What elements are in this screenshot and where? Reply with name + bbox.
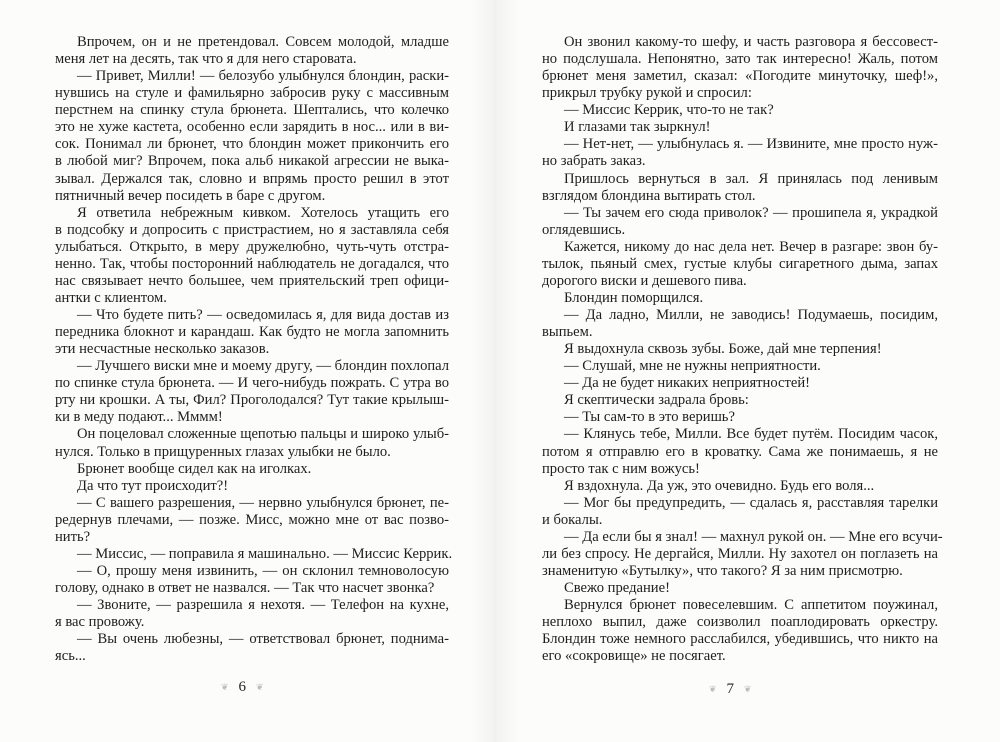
text-line: Он поцеловал сложенные щепотью пальцы и широко улыб- — [77, 426, 449, 443]
text-line: выпьем. — [542, 324, 593, 341]
text-line: — Да не будет никаких неприятностей! — [564, 375, 811, 392]
text-line: зывал. Держался так, словно и впрямь просто решил в этот — [55, 170, 449, 187]
text-line: — Мог бы предупредить, — сдалась я, расставляя тарелки — [564, 494, 938, 511]
text-line: Вернулся брюнет повеселевшим. С аппетитом поужинал, — [564, 597, 938, 614]
text-line: — Миссис Керрик, что-то не так? — [564, 102, 774, 119]
right-page-number — [709, 681, 752, 698]
text-line: в любой миг? Впрочем, пока альб никакой агрессии не выка- — [55, 153, 449, 170]
text-line: ки в меду подают... Мммм! — [55, 409, 223, 426]
text-line: — Ты сам-то в это веришь? — [564, 409, 735, 426]
text-line: — Привет, Милли! — белозубо улыбнулся блондин, раски- — [77, 68, 449, 85]
text-line: Да что тут происходит?! — [77, 477, 229, 494]
text-line: рту ни крошки. А ты, Фил? Проголодался? Тут такие крылыш- — [55, 392, 449, 409]
text-line: ненно. Так, чтобы посторонний наблюдатель не догадался, что — [55, 255, 449, 272]
page-number: 6 — [238, 679, 247, 695]
text-line: Блондин тоже немного расслабился, убедившись, что никто на — [542, 631, 938, 648]
text-line: брюнет меня заметил, сказал: «Погодите минуточку, шеф!», — [542, 68, 938, 85]
text-line: Впрочем, он и не претендовал. Совсем молодой, младше — [77, 34, 449, 50]
text-line: — Миссис, — поправила я машинально. — Миссис Керрик. — [77, 545, 453, 562]
book-spine-fold — [470, 0, 520, 742]
text-line: взглядом блондина вытирать стол. — [542, 187, 756, 204]
page-number: 7 — [726, 681, 735, 697]
text-line: но подслушала. Непонятно, зато так интересно! Жаль, потом — [542, 51, 938, 68]
text-line: редернув плечами, — позже. Мисс, можно мне от вас позво- — [55, 511, 449, 528]
text-line: но забрать заказ. — [542, 153, 646, 170]
text-line: ясь... — [55, 648, 86, 665]
right-page-text — [542, 34, 943, 665]
text-line: перстнем на спинку стула брюнета. Шептались, что колечко — [55, 102, 449, 119]
text-line: нувшись на стуле и фамильярно забросив руку с массивным — [55, 85, 449, 102]
text-line: — Да если бы я знал! — махнул рукой он. — Мне его всучи- — [564, 528, 943, 545]
text-line: — Вы очень любезны, — ответствовал брюнет, поднима- — [77, 631, 449, 648]
text-line: неплохо выпил, даже соизволил поаплодировать оркестру. — [542, 614, 938, 631]
text-line: Я скептически задрала бровь: — [564, 392, 749, 409]
text-line: передника блокнот и карандаш. Как будто не могла запомнить — [55, 324, 449, 341]
ornament-icon: ❦ — [221, 682, 229, 692]
text-line: — Да ладно, Милли, не заводись! Подумаешь, посидим, — [564, 307, 938, 323]
text-line: его «сокровище» не посягает. — [542, 648, 726, 665]
text-line: эти несчастные несколько заказов. — [55, 341, 270, 358]
text-line: — Слушай, мне не нужны неприятности. — [564, 358, 821, 375]
text-line: — Клянусь тебе, Милли. Все будет путём. Посидим часок, — [564, 426, 938, 443]
text-line: Он звонил какому-то шефу, и часть разговора я бессовест- — [564, 34, 938, 50]
text-line: Брюнет вообще сидел как на иголках. — [77, 460, 312, 477]
text-line: — Ты зачем его сюда приволок? — прошипела я, украдкой — [564, 204, 938, 221]
text-line: — Что будете пить? — осведомилась я, для вида достав из — [77, 307, 449, 323]
text-line: И глазами так зыркнул! — [564, 119, 711, 136]
text-line: меня лет на десять, так что я для него старовата. — [55, 51, 357, 68]
text-line: знаменитую «Бутылку», что такого? Я за ним присмотрю. — [542, 562, 903, 579]
text-line: это не хуже кастета, особенно если зарядить в нос... или в ви- — [55, 119, 449, 136]
text-line: нулся. Только в прищуренных глазах улыбки не было. — [55, 443, 391, 460]
text-line: потом я отправлю его в кроватку. Сама же понимаешь, я не — [542, 443, 938, 460]
text-line: Я выдохнула сквозь зубы. Боже, дай мне терпения! — [564, 341, 882, 358]
left-page-number — [221, 679, 264, 696]
text-line: прикрыл трубку рукой и спросил: — [542, 85, 752, 102]
text-line: улыбаться. Открыто, в меру дружелюбно, чуть-чуть отстра- — [55, 238, 449, 255]
text-line: — О, прошу меня извинить, — он склонил темноволосую — [77, 562, 449, 579]
text-line: Блондин поморщился. — [564, 289, 704, 306]
text-line: по спинке стула брюнета. — И чего-нибудь пожрать. С утра во — [55, 375, 449, 392]
text-line: оглядевшись. — [542, 221, 626, 238]
text-line: и бокалы. — [542, 511, 603, 528]
text-line: я вас провожу. — [55, 614, 145, 631]
text-line: в подсобку и допросить с пристрастием, но я заставляла себя — [55, 221, 449, 238]
text-line: сок. Понимал ли брюнет, что блондин может прикончить его — [55, 136, 449, 153]
text-line: — С вашего разрешения, — нервно улыбнулся брюнет, пе- — [77, 494, 449, 511]
ornament-icon: ❦ — [744, 684, 752, 694]
text-line: — Нет-нет, — улыбнулась я. — Извините, мне просто нуж- — [564, 136, 938, 153]
text-line: дорогого виски и дешевого пива. — [542, 272, 747, 289]
ornament-icon: ❦ — [709, 684, 717, 694]
text-line: Я вздохнула. Да уж, это очевидно. Будь его воля... — [564, 477, 875, 494]
text-line: — Лучшего виски мне и моему другу, — блондин похлопал — [77, 358, 450, 375]
text-line: антки с клиентом. — [55, 289, 167, 306]
text-line: — Звоните, — разрешила я нехотя. — Телефон на кухне, — [77, 597, 449, 614]
text-line: просто так с ним вожусь! — [542, 460, 700, 477]
text-line: Пришлось вернуться в зал. Я принялась под ленивым — [564, 170, 938, 187]
ornament-icon: ❦ — [256, 682, 264, 692]
text-line: тылок, пьяный смех, густые клубы сигаретного дыма, запах — [542, 255, 938, 272]
text-line: Я ответила небрежным кивком. Хотелось утащить его — [77, 204, 449, 221]
text-line: Свежо предание! — [564, 580, 670, 596]
text-line: ли без спросу. Не дергайся, Милли. Ну захотел он поглазеть на — [542, 545, 938, 562]
left-page-text — [55, 34, 453, 665]
text-line: пятничный вечер посидеть в баре с другом. — [55, 187, 326, 204]
text-line: нить? — [55, 528, 91, 545]
text-line: голову, однако в ответ не назвался. — Так что насчет звонка? — [55, 580, 435, 596]
text-line: нас связывает нечто большее, чем приятельский треп офици- — [55, 272, 449, 289]
text-line: Кажется, никому до нас дела нет. Вечер в разгаре: звон бу- — [564, 238, 938, 255]
